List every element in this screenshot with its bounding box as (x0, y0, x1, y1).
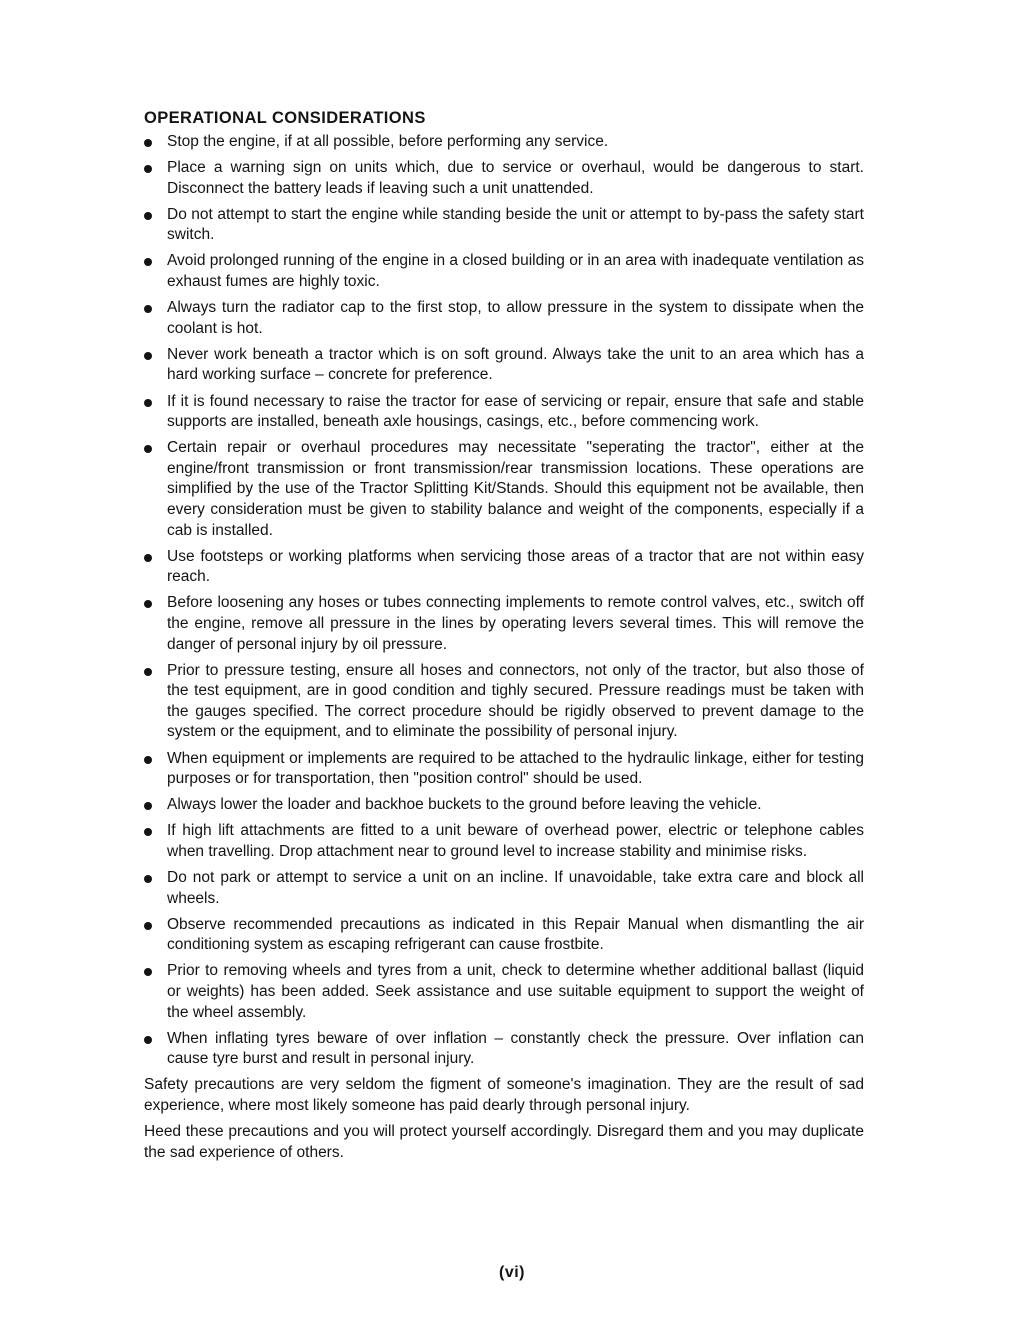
precaution-list (144, 132, 864, 1070)
list-item (144, 661, 864, 743)
list-item (144, 205, 864, 246)
bullet-dot-icon (144, 445, 152, 453)
bullet-dot-icon (144, 968, 152, 976)
bullet-dot-icon (144, 600, 152, 608)
list-item (144, 345, 864, 386)
list-item-text: Prior to removing wheels and tyres from a unit, check to determine whether additional ballast (liquid or weights) has been added. Seek assistance and use suitable equipment to support the weight of the wheel assembly. (167, 962, 864, 1021)
list-item-text: When inflating tyres beware of over inflation – constantly check the pressure. Over inflation can cause tyre burst and result in personal injury. (167, 1029, 864, 1068)
bullet-dot-icon (144, 828, 152, 836)
list-item (144, 749, 864, 790)
list-item-text: Do not park or attempt to service a unit on an incline. If unavoidable, take extra care and block all wheels. (167, 869, 864, 907)
list-item-text: Use footsteps or working platforms when servicing those areas of a tractor that are not within easy reach. (167, 547, 864, 586)
list-item-text: Always turn the radiator cap to the first stop, to allow pressure in the system to dissipate when the coolant is hot. (167, 299, 864, 337)
list-item (144, 868, 864, 909)
list-item (144, 915, 864, 956)
bullet-dot-icon (144, 802, 152, 810)
list-item-text: Do not attempt to start the engine while standing beside the unit or attempt to by-pass the safety start switch. (167, 205, 864, 244)
closing-paragraph: Safety precautions are very seldom the figment of someone's imagination. They are the result of sad experience, where most likely someone has paid dearly through personal injury. (144, 1076, 864, 1114)
list-item (144, 821, 864, 862)
bullet-dot-icon (144, 668, 152, 676)
bullet-dot-icon (144, 258, 152, 266)
list-item (144, 961, 864, 1023)
list-item (144, 547, 864, 588)
list-item-text: Never work beneath a tractor which is on soft ground. Always take the unit to an area which has a hard working surface – concrete for preference. (167, 345, 864, 384)
bullet-dot-icon (144, 1036, 152, 1044)
list-item-text: Avoid prolonged running of the engine in a closed building or in an area with inadequate ventilation as exhaust fumes are highly toxic. (167, 252, 864, 291)
page-number: (vi) (499, 1264, 525, 1281)
list-item (144, 251, 864, 292)
page-content (144, 108, 864, 1169)
list-item (144, 298, 864, 339)
list-item (144, 392, 864, 433)
bullet-dot-icon (144, 875, 152, 883)
list-item-text: Stop the engine, if at all possible, before performing any service. (167, 133, 609, 150)
bullet-dot-icon (144, 165, 152, 173)
section-heading: OPERATIONAL CONSIDERATIONS (144, 109, 426, 127)
bullet-dot-icon (144, 922, 152, 930)
list-item-text: Always lower the loader and backhoe buckets to the ground before leaving the vehicle. (167, 796, 762, 814)
list-item (144, 438, 864, 541)
bullet-dot-icon (144, 139, 152, 147)
list-item (144, 158, 864, 199)
list-item-text: Observe recommended precautions as indicated in this Repair Manual when dismantling the air conditioning system as escaping refrigerant can cause frostbite. (167, 915, 864, 954)
list-item (144, 593, 864, 655)
bullet-dot-icon (144, 554, 152, 562)
list-item-text: Before loosening any hoses or tubes connecting implements to remote control valves, etc., switch off the engine, remove all pressure in the lines by operating levers several times. This will remove the danger of personal injury by oil pressure. (167, 594, 864, 653)
list-item-text: Place a warning sign on units which, due to service or overhaul, would be dangerous to start. Disconnect the battery leads if leaving such a unit unattended. (167, 159, 864, 197)
bullet-dot-icon (144, 352, 152, 360)
list-item-text: If it is found necessary to raise the tractor for ease of servicing or repair, ensure that safe and stable supports are installed, beneath axle housings, casings, etc., before commencing work. (167, 392, 864, 431)
bullet-dot-icon (144, 305, 152, 313)
bullet-dot-icon (144, 212, 152, 220)
list-item-text: Certain repair or overhaul procedures may necessitate "seperating the tractor", either at the engine/front transmission or front transmission/rear transmission locations. These operations are simplified by the use of the Tractor Splitting Kit/Stands. Should this equipment not be available, then every consideration must be given to stability balance and weight of the components, especially if a cab is installed. (167, 439, 864, 539)
bullet-dot-icon (144, 756, 152, 764)
closing-paragraph: Heed these precautions and you will protect yourself accordingly. Disregard them and you may duplicate the sad experience of others. (144, 1123, 864, 1161)
list-item (144, 795, 864, 816)
list-item-text: If high lift attachments are fitted to a unit beware of overhead power, electric or telephone cables when travelling. Drop attachment near to ground level to increase stability and minimise risks. (167, 822, 864, 860)
bullet-dot-icon (144, 399, 152, 407)
list-item-text: Prior to pressure testing, ensure all hoses and connectors, not only of the tractor, but also those of the test equipment, are in good condition and tighly secured. Pressure readings must be taken with the gauges specified. The correct procedure should be rigidly observed to prevent damage to the system or the equipment, and to eliminate the possibility of personal injury. (167, 661, 864, 741)
list-item-text: When equipment or implements are required to be attached to the hydraulic linkage, either for testing purposes or for transportation, then "position control" should be used. (167, 749, 864, 788)
list-item (144, 1029, 864, 1070)
list-item (144, 132, 864, 153)
